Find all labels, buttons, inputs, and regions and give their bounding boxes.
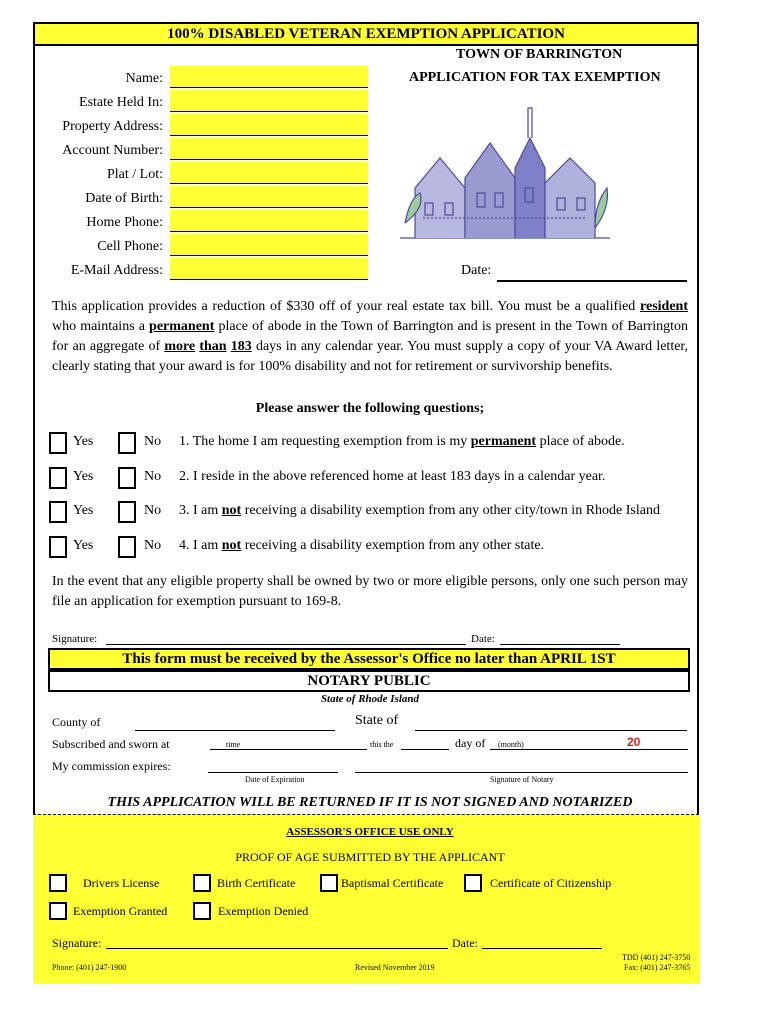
denied-label: Exemption Denied: [218, 904, 309, 918]
warning-text: THIS APPLICATION WILL BE RETURNED IF IT IS NOT SIGNED AND NOTARIZED: [107, 795, 633, 810]
event-paragraph: In the event that any eligible property shall be owned by two or more eligible persons, only one such person may file an application for exemption pursuant to 169-8.: [52, 574, 688, 609]
expires-label: My commission expires:: [52, 759, 171, 773]
sig-date-label: Date:: [471, 633, 495, 645]
expiration-line[interactable]: [208, 772, 338, 773]
year-prefix: 20: [627, 735, 641, 749]
office-signature-line[interactable]: [106, 948, 448, 949]
account-field[interactable]: [170, 138, 368, 160]
home-phone-field[interactable]: [170, 210, 368, 232]
q3-yes-label: Yes: [73, 503, 94, 518]
address-field[interactable]: [170, 114, 368, 136]
question-4: 4. I am not receiving a disability exemption from any other state.: [179, 538, 545, 553]
notary-signature-line[interactable]: [355, 772, 688, 773]
granted-checkbox[interactable]: [49, 902, 67, 920]
time-label: time: [226, 740, 241, 749]
drivers-checkbox[interactable]: [49, 874, 67, 892]
cell-phone-label: Cell Phone:: [97, 239, 163, 254]
month-line[interactable]: [490, 749, 688, 750]
q4-no-checkbox[interactable]: [118, 536, 136, 558]
county-line[interactable]: [135, 730, 335, 731]
state-of-line[interactable]: [415, 730, 687, 731]
q3-yes-checkbox[interactable]: [49, 501, 67, 523]
q2-no-label: No: [144, 469, 162, 484]
q2-yes-checkbox[interactable]: [49, 467, 67, 489]
email-label: E-Mail Address:: [70, 263, 163, 278]
q1-yes-checkbox[interactable]: [49, 432, 67, 454]
county-label: County of: [52, 715, 101, 729]
birth-checkbox[interactable]: [193, 874, 211, 892]
month-label: (month): [498, 740, 524, 749]
notary-state: State of Rhode Island: [320, 693, 420, 705]
assessor-section: [33, 814, 699, 984]
citizenship-checkbox[interactable]: [464, 874, 482, 892]
time-line[interactable]: [210, 749, 367, 750]
home-phone-label: Home Phone:: [86, 215, 163, 230]
sig-date-line[interactable]: [500, 644, 620, 645]
fax-text: Fax: (401) 247-3765: [624, 963, 691, 972]
question-1: 1. The home I am requesting exemption from is my permanent place of abode.: [179, 434, 625, 449]
granted-label: Exemption Granted: [73, 904, 168, 918]
q3-no-checkbox[interactable]: [118, 501, 136, 523]
q1-no-label: No: [144, 434, 162, 449]
state-of-label: State of: [355, 713, 399, 728]
phone-text: Phone: (401) 247-1900: [52, 963, 127, 972]
name-field[interactable]: [170, 66, 368, 88]
signature-label: Signature:: [52, 633, 98, 645]
q2-no-checkbox[interactable]: [118, 467, 136, 489]
q4-yes-checkbox[interactable]: [49, 536, 67, 558]
q4-no-label: No: [144, 538, 162, 553]
revised-text: Revised November 2019: [355, 963, 435, 972]
cell-phone-field[interactable]: [170, 234, 368, 256]
q3-no-label: No: [144, 503, 162, 518]
account-label: Account Number:: [62, 143, 163, 158]
day-line[interactable]: [401, 749, 449, 750]
office-title: ASSESSOR'S OFFICE USE ONLY: [286, 826, 454, 838]
sig-notary-caption: Signature of Notary: [490, 775, 554, 784]
proof-heading: PROOF OF AGE SUBMITTED BY THE APPLICANT: [235, 850, 505, 864]
date-label: Date:: [461, 263, 492, 278]
dob-label: Date of Birth:: [85, 191, 163, 206]
questions-heading: Please answer the following questions;: [255, 401, 485, 416]
q1-no-checkbox[interactable]: [118, 432, 136, 454]
name-label: Name:: [125, 71, 163, 86]
signature-line[interactable]: [106, 644, 466, 645]
tdd-text: TDD (401) 247-3750: [622, 953, 691, 962]
intro-paragraph: This application provides a reduction of $330 off of your real estate tax bill. You must be a qualified resident who maintains a permanent place of abode in the Town of Barrington and is present in the Town of Barrington for an aggregate of more than 183 days in any calendar year. You must supply a copy of your VA Award letter, clearly stating that your award is for 100% disability and not for retirement or survivorship benefits.: [52, 299, 689, 374]
office-date-label: Date:: [452, 936, 478, 950]
deadline-banner: This form must be received by the Assessor's Office no later than APRIL 1ST: [48, 648, 690, 670]
q4-yes-label: Yes: [73, 538, 94, 553]
question-2: 2. I reside in the above referenced home at least 183 days in a calendar year.: [179, 469, 606, 484]
estate-label: Estate Held In:: [79, 95, 163, 110]
address-label: Property Address:: [62, 119, 163, 134]
town-name: TOWN OF BARRINGTON: [456, 47, 623, 62]
denied-checkbox[interactable]: [193, 902, 211, 920]
email-field[interactable]: [170, 258, 368, 280]
estate-field[interactable]: [170, 90, 368, 112]
date-exp-caption: Date of Expiration: [245, 775, 305, 784]
town-hall-illustration: [395, 98, 615, 248]
q1-yes-label: Yes: [73, 434, 94, 449]
day-of-label: day of: [455, 736, 486, 750]
date-field[interactable]: [497, 280, 687, 282]
sworn-label: Subscribed and sworn at: [52, 737, 170, 751]
baptismal-label: Baptismal Certificate: [341, 876, 444, 890]
drivers-label: Drivers License: [83, 876, 160, 890]
this-the-label: this the: [370, 740, 394, 749]
plat-field[interactable]: [170, 162, 368, 184]
baptismal-checkbox[interactable]: [320, 874, 338, 892]
plat-label: Plat / Lot:: [107, 167, 163, 182]
office-signature-label: Signature:: [52, 936, 102, 950]
dob-field[interactable]: [170, 186, 368, 208]
birth-label: Birth Certificate: [217, 876, 296, 890]
office-date-line[interactable]: [482, 948, 602, 949]
q2-yes-label: Yes: [73, 469, 94, 484]
question-3: 3. I am not receiving a disability exemption from any other city/town in Rhode Island: [179, 503, 660, 518]
notary-title: NOTARY PUBLIC: [48, 670, 690, 692]
citizenship-label: Certificate of Citizenship: [490, 876, 612, 890]
form-subtitle: APPLICATION FOR TAX EXEMPTION: [409, 70, 661, 85]
form-title: 100% DISABLED VETERAN EXEMPTION APPLICATION: [33, 22, 699, 46]
